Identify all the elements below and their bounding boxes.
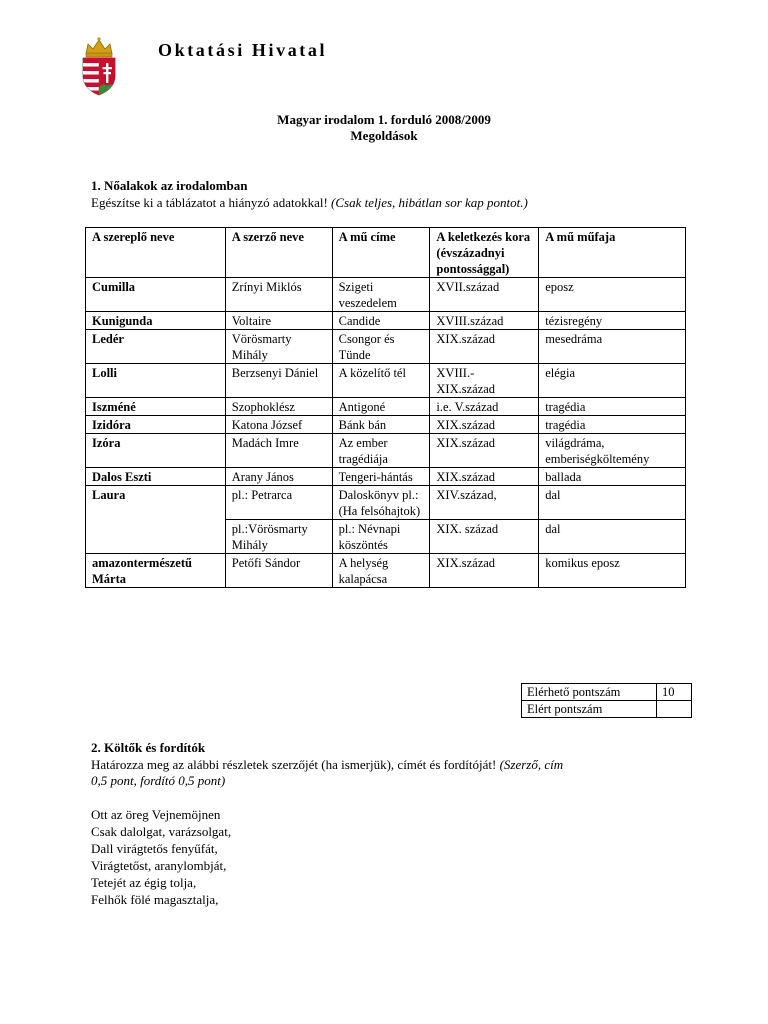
table-cell: tragédia <box>539 416 686 434</box>
table-cell: Szigeti veszedelem <box>332 278 430 312</box>
table-cell: pl.: Névnapi köszöntés <box>332 520 430 554</box>
table-cell: Az ember tragédiája <box>332 434 430 468</box>
table-cell: Csongor és Tünde <box>332 330 430 364</box>
table-cell: pl.: Petrarca <box>225 486 332 520</box>
poem-line: Tetejét az égig tolja, <box>91 875 197 890</box>
table-header-row <box>86 228 686 278</box>
table-row <box>86 364 686 398</box>
table-cell: dal <box>539 486 686 520</box>
table-cell: Antigoné <box>332 398 430 416</box>
character-name-cell: amazontermészetű Márta <box>86 554 226 588</box>
table-row <box>522 701 692 718</box>
table-row <box>86 468 686 486</box>
poem-line: Virágtetőst, aranylombját, <box>91 858 227 873</box>
table-cell: XVIII.század <box>430 312 539 330</box>
table-cell: A közelítő tél <box>332 364 430 398</box>
table-cell: XIX.század <box>430 416 539 434</box>
score-table <box>521 683 692 718</box>
table-cell: tragédia <box>539 398 686 416</box>
table-cell: elégia <box>539 364 686 398</box>
table-cell: Vörösmarty Mihály <box>225 330 332 364</box>
achieved-score-label: Elért pontszám <box>522 701 657 718</box>
coat-of-arms-icon <box>80 36 118 96</box>
table-row <box>86 486 686 520</box>
poem-line: Dall virágtetős fenyűfát, <box>91 841 218 856</box>
table-cell: Candide <box>332 312 430 330</box>
character-name-cell: Cumilla <box>86 278 226 312</box>
characters-table <box>85 227 686 588</box>
table-row <box>86 434 686 468</box>
table-cell: Madách Imre <box>225 434 332 468</box>
document-title: Magyar irodalom 1. forduló 2008/2009 <box>277 112 491 127</box>
table-row <box>86 278 686 312</box>
section2-instruction: Határozza meg az alábbi részletek szerzőjét (ha ismerjük), címét és fordítóját! (Szerző, cím <box>91 757 564 772</box>
table-row <box>86 330 686 364</box>
section1-instruction: Egészítse ki a táblázatot a hiányzó adatokkal! (Csak teljes, hibátlan sor kap pontot.) <box>91 195 528 210</box>
table-cell: eposz <box>539 278 686 312</box>
table-cell: XIX. század <box>430 520 539 554</box>
table-cell: i.e. V.század <box>430 398 539 416</box>
table-cell: komikus eposz <box>539 554 686 588</box>
document-subtitle: Megoldások <box>350 128 418 143</box>
character-name-cell: Izidóra <box>86 416 226 434</box>
table-cell: XIV.század, <box>430 486 539 520</box>
table-cell: tézisregény <box>539 312 686 330</box>
table-cell: XVII.század <box>430 278 539 312</box>
table-cell: Szophoklész <box>225 398 332 416</box>
table-row <box>86 416 686 434</box>
table-cell: XIX.század <box>430 434 539 468</box>
column-header: A mű műfaja <box>539 228 686 278</box>
table-row <box>522 684 692 701</box>
table-row <box>86 398 686 416</box>
table-cell: Daloskönyv pl.: (Ha felsóhajtok) <box>332 486 430 520</box>
section1-heading: 1. Nőalakok az irodalomban <box>91 178 248 193</box>
section2-heading: 2. Költők és fordítók <box>91 740 206 755</box>
organization-name: Oktatási Hivatal <box>158 40 328 60</box>
character-name-cell: Ledér <box>86 330 226 364</box>
character-name-cell: Kunigunda <box>86 312 226 330</box>
table-cell: Tengeri-hántás <box>332 468 430 486</box>
table-cell: Berzsenyi Dániel <box>225 364 332 398</box>
poem-line: Felhők fölé magasztalja, <box>91 892 219 907</box>
reachable-score-label: Elérhető pontszám <box>522 684 657 701</box>
table-cell: ballada <box>539 468 686 486</box>
table-cell: Bánk bán <box>332 416 430 434</box>
section2-instruction-cont: 0,5 pont, fordító 0,5 pont) <box>91 773 226 788</box>
column-header: A keletkezés kora (évszázadnyi pontossággal) <box>430 228 539 278</box>
reachable-score-value: 10 <box>657 684 692 701</box>
table-cell: A helység kalapácsa <box>332 554 430 588</box>
table-cell: mesedráma <box>539 330 686 364</box>
table-row <box>86 554 686 588</box>
poem-line: Csak dalolgat, varázsolgat, <box>91 824 232 839</box>
table-cell: XIX.század <box>430 330 539 364</box>
character-name-cell: Dalos Eszti <box>86 468 226 486</box>
table-cell: XIX.század <box>430 554 539 588</box>
table-cell: XIX.század <box>430 468 539 486</box>
table-cell: világdráma, emberiségköltemény <box>539 434 686 468</box>
table-cell: dal <box>539 520 686 554</box>
poem-line: Ott az öreg Vejnemöjnen <box>91 807 221 822</box>
poem-excerpt <box>91 806 231 908</box>
character-name-cell: Laura <box>86 486 226 554</box>
table-cell: Katona József <box>225 416 332 434</box>
column-header: A mű címe <box>332 228 430 278</box>
table-cell: Zrínyi Miklós <box>225 278 332 312</box>
column-header: A szerző neve <box>225 228 332 278</box>
achieved-score-value[interactable] <box>657 701 692 718</box>
table-cell: Voltaire <box>225 312 332 330</box>
table-cell: Arany János <box>225 468 332 486</box>
table-row <box>86 312 686 330</box>
character-name-cell: Lolli <box>86 364 226 398</box>
character-name-cell: Iszméné <box>86 398 226 416</box>
table-cell: pl.:Vörösmarty Mihály <box>225 520 332 554</box>
table-cell: XVIII.- XIX.század <box>430 364 539 398</box>
character-name-cell: Izóra <box>86 434 226 468</box>
column-header: A szereplő neve <box>86 228 226 278</box>
table-cell: Petőfi Sándor <box>225 554 332 588</box>
